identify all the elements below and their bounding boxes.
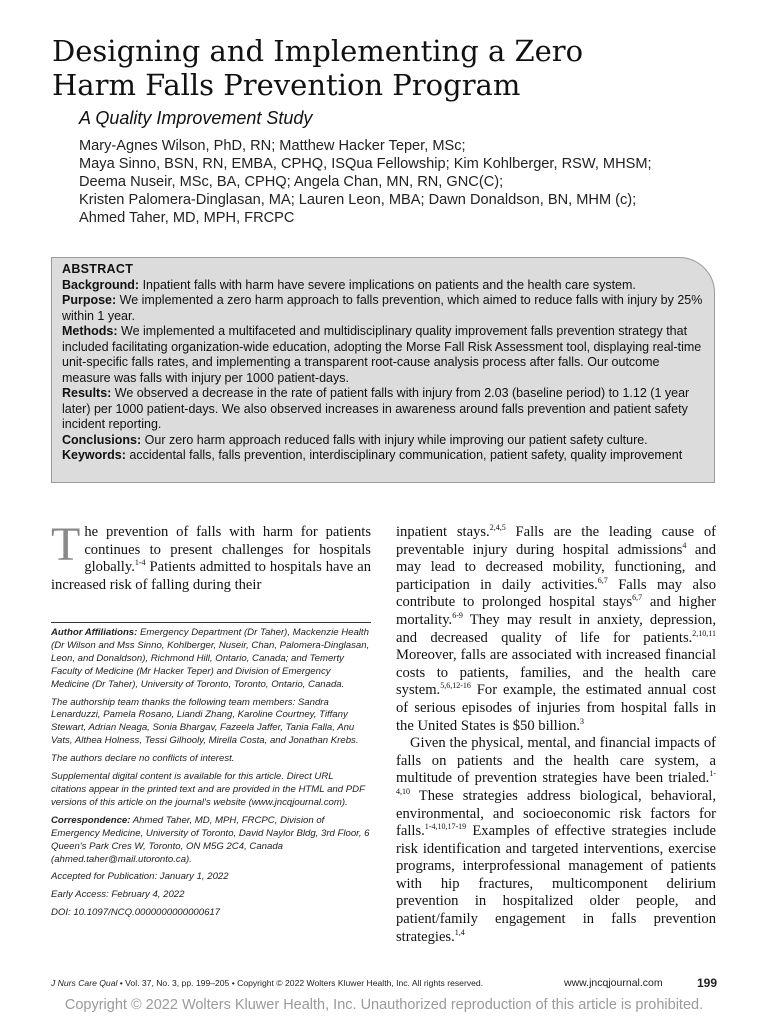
body-text: For example, the estimated annual cost of serious episodes of injuries from hospital falls in the United States is $50 billion.: [396, 682, 716, 734]
citation-ref: 5,6,12-16: [440, 681, 471, 691]
citation-details: • Vol. 37, No. 3, pp. 199–205 • Copyright © 2022 Wolters Kluwer Health, Inc. All rights reserved.: [117, 978, 484, 988]
results-text: We observed a decrease in the rate of patient falls with injury from 2.03 (baseline period) to 1.12 (1 year later) per 1000 patient-days. We also observed increases in awareness around falls prevention and patient safety incident reporting.: [62, 386, 690, 431]
body-text: Examples of effective strategies include risk identification and targeted interventions, exercise programs, interprofessional management of patients with hip fractures, multicomponent delirium prevention in hospitalized older people, and patient/family engagement in falls prevention strategies.: [396, 823, 716, 945]
body-text: and may lead to decreased mobility, functioning, and participation in daily activities.: [396, 541, 716, 593]
journal-name: J Nurs Care Qual: [51, 978, 118, 988]
body-paragraph: [396, 735, 716, 946]
author-line: Ahmed Taher, MD, MPH, FRCPC: [79, 210, 295, 226]
body-text: These strategies address biological, behavioral, environmental, and socioeconomic risk factors for falls.: [396, 787, 716, 840]
body-text: Falls are the leading cause of preventable injury during hospital admissions: [396, 524, 716, 558]
abstract-results: [62, 386, 704, 433]
background-text: Inpatient falls with harm have severe implications on patients and the health care system.: [139, 277, 636, 292]
page-footer: [51, 976, 717, 990]
author-line: Kristen Palomera-Dinglasan, MA; Lauren Leon, MBA; Dawn Donaldson, BN, MHM (c);: [79, 192, 637, 208]
results-label: Results:: [62, 386, 112, 400]
conflicts-statement: The authors declare no conflicts of interest.: [51, 753, 235, 765]
early-access-date: Early Access: February 4, 2022: [51, 889, 185, 901]
journal-website: www.jncqjournal.com: [564, 977, 663, 989]
journal-citation: [51, 978, 483, 988]
drop-cap: T: [51, 518, 81, 571]
purpose-label: Purpose:: [62, 293, 117, 307]
copyright-notice: Copyright © 2022 Wolters Kluwer Health, Inc. Unauthorized reproduction of this article is prohibited.: [64, 997, 704, 1013]
affiliations-label: Author Affiliations:: [51, 627, 138, 638]
abstract-heading: ABSTRACT: [62, 262, 134, 276]
correspondence: [51, 815, 371, 867]
citation-ref: 6,7: [597, 575, 608, 585]
author-line: Deema Nuseir, MSc, BA, CPHQ; Angela Chan, MN, RN, GNC(C);: [79, 174, 504, 190]
title-line-1: Designing and Implementing a Zero: [52, 34, 584, 68]
body-text: Given the physical, mental, and financial impacts of falls on patients and the health care system, a multitude of prevention strategies have been trialed.: [396, 735, 716, 787]
body-text: and higher mortality.: [396, 594, 716, 628]
correspondence-label: Correspondence:: [51, 814, 131, 826]
methods-text: We implemented a multifaceted and multidisciplinary quality improvement falls prevention strategy that included facilitating organization-wide education, adopting the Morse Fall Risk Assessment tool, displaying real-time unit-specific falls rates, and implementing a transparent root-cause analysis process after falls. Our outcome measure was falls with injury per 1000 patient-days.: [62, 324, 702, 385]
keywords-text: accidental falls, falls prevention, interdisciplinary communication, patient safety, quality improvement: [125, 448, 683, 462]
abstract-purpose: [62, 293, 704, 324]
article-title: [52, 34, 732, 102]
citation-ref: 1-4,10,17-19: [424, 822, 467, 832]
body-paragraph: [396, 524, 716, 735]
body-text: Falls may also contribute to prolonged hospital stays: [396, 576, 716, 611]
body-column-right: [396, 524, 716, 946]
body-text: inpatient stays.: [396, 524, 490, 540]
citation-ref: 4: [682, 540, 687, 550]
citation-ref: 2,10,11: [692, 628, 716, 638]
citation-ref: 1-4,10: [396, 769, 716, 796]
affiliations-paragraph: [51, 627, 371, 692]
citation-ref: 2,4,5: [489, 523, 506, 532]
title-line-2: Harm Falls Prevention Program: [52, 68, 521, 102]
body-text: he prevention of falls with harm for patients continues to present challenges for hospitals globally.: [84, 524, 371, 576]
supplemental-note: Supplemental digital content is available for this article. Direct URL citations appear in the printed text and are provided in the HTML and PDF versions of this article on the journal's website (www.jncqjournal.com).: [51, 771, 365, 808]
body-text: They may result in anxiety, depression, and decreased quality of life for patients.: [396, 611, 716, 646]
citation-ref: 1-4: [134, 558, 146, 568]
author-list: [79, 137, 729, 227]
author-line: Maya Sinno, BSN, RN, EMBA, CPHQ, ISQua Fellowship; Kim Kohlberger, RSW, MHSM;: [79, 156, 652, 172]
abstract-conclusions: [62, 433, 704, 449]
citation-ref: 1,4: [454, 927, 465, 937]
body-column-left: [51, 518, 371, 594]
intro-paragraph: [51, 518, 371, 594]
abstract-keywords: [62, 448, 704, 464]
body-text: Patients admitted to hospitals have an increased risk of falling during their: [51, 559, 371, 593]
page-number: 199: [696, 976, 717, 990]
abstract-background: [62, 278, 704, 294]
author-line: Mary-Agnes Wilson, PhD, RN; Matthew Hacker Teper, MSc;: [79, 138, 466, 154]
conclusions-text: Our zero harm approach reduced falls with injury while improving our patient safety culture.: [141, 432, 648, 447]
background-label: Background:: [62, 277, 140, 292]
correspondence-text: Ahmed Taher, MD, MPH, FRCPC, Division of Emergency Medicine, University of Toronto, David Naylor Bldg, 3rd Floor, 6 Queen's Park Cres W, Toronto, ON M5G 2C4, Canada (ahmed.taher@mail.utoronto.ca).: [51, 814, 370, 865]
body-text: Moreover, falls are associated with increased financial costs to patients, families, and the health care system.: [396, 647, 716, 699]
author-affiliations: [51, 622, 371, 925]
affiliations-text: Emergency Department (Dr Taher), Mackenzie Health (Dr Wilson and Mss Sinno, Kohlberger, Nuseir, Chan, Palomera-Dinglasan, Leon, and Donaldson), Richmond Hill, Ontario, Canada; and Temerty Faculty of Medicine (Mr Hacker Teper) and Division of Emergency Medicine (Dr Taher), University of Toronto, Toronto, Ontario, Canada.: [51, 627, 370, 690]
conclusions-label: Conclusions:: [62, 432, 142, 447]
purpose-text: We implemented a zero harm approach to falls prevention, which aimed to reduce falls with injury by 25% within 1 year.: [62, 293, 703, 323]
methods-label: Methods:: [62, 324, 118, 338]
citation-ref: 6-9: [452, 610, 463, 620]
citation-ref: 3: [580, 716, 585, 726]
keywords-label: Keywords:: [62, 448, 126, 462]
acknowledgments: The authorship team thanks the following team members: Sandra Lenarduzzi, Pamela Rosano, Liandi Zhang, Karoline Courtney, Tiffany Stewart, Adrian Neaga, Sonia Bhargav, Fazeela Jaffer, Tania Falla, Anu Vats, Althea Holness, Tessi Gilhooly, Mirella Costa, and Jonathan Krebs.: [51, 696, 359, 747]
citation-ref: 6,7: [632, 593, 643, 603]
abstract-methods: [62, 324, 704, 386]
abstract-box: [51, 257, 715, 483]
accepted-date: Accepted for Publication: January 1, 2022: [51, 871, 229, 883]
article-subtitle: A Quality Improvement Study: [79, 108, 313, 128]
doi: DOI: 10.1097/NCQ.0000000000000617: [51, 907, 221, 919]
